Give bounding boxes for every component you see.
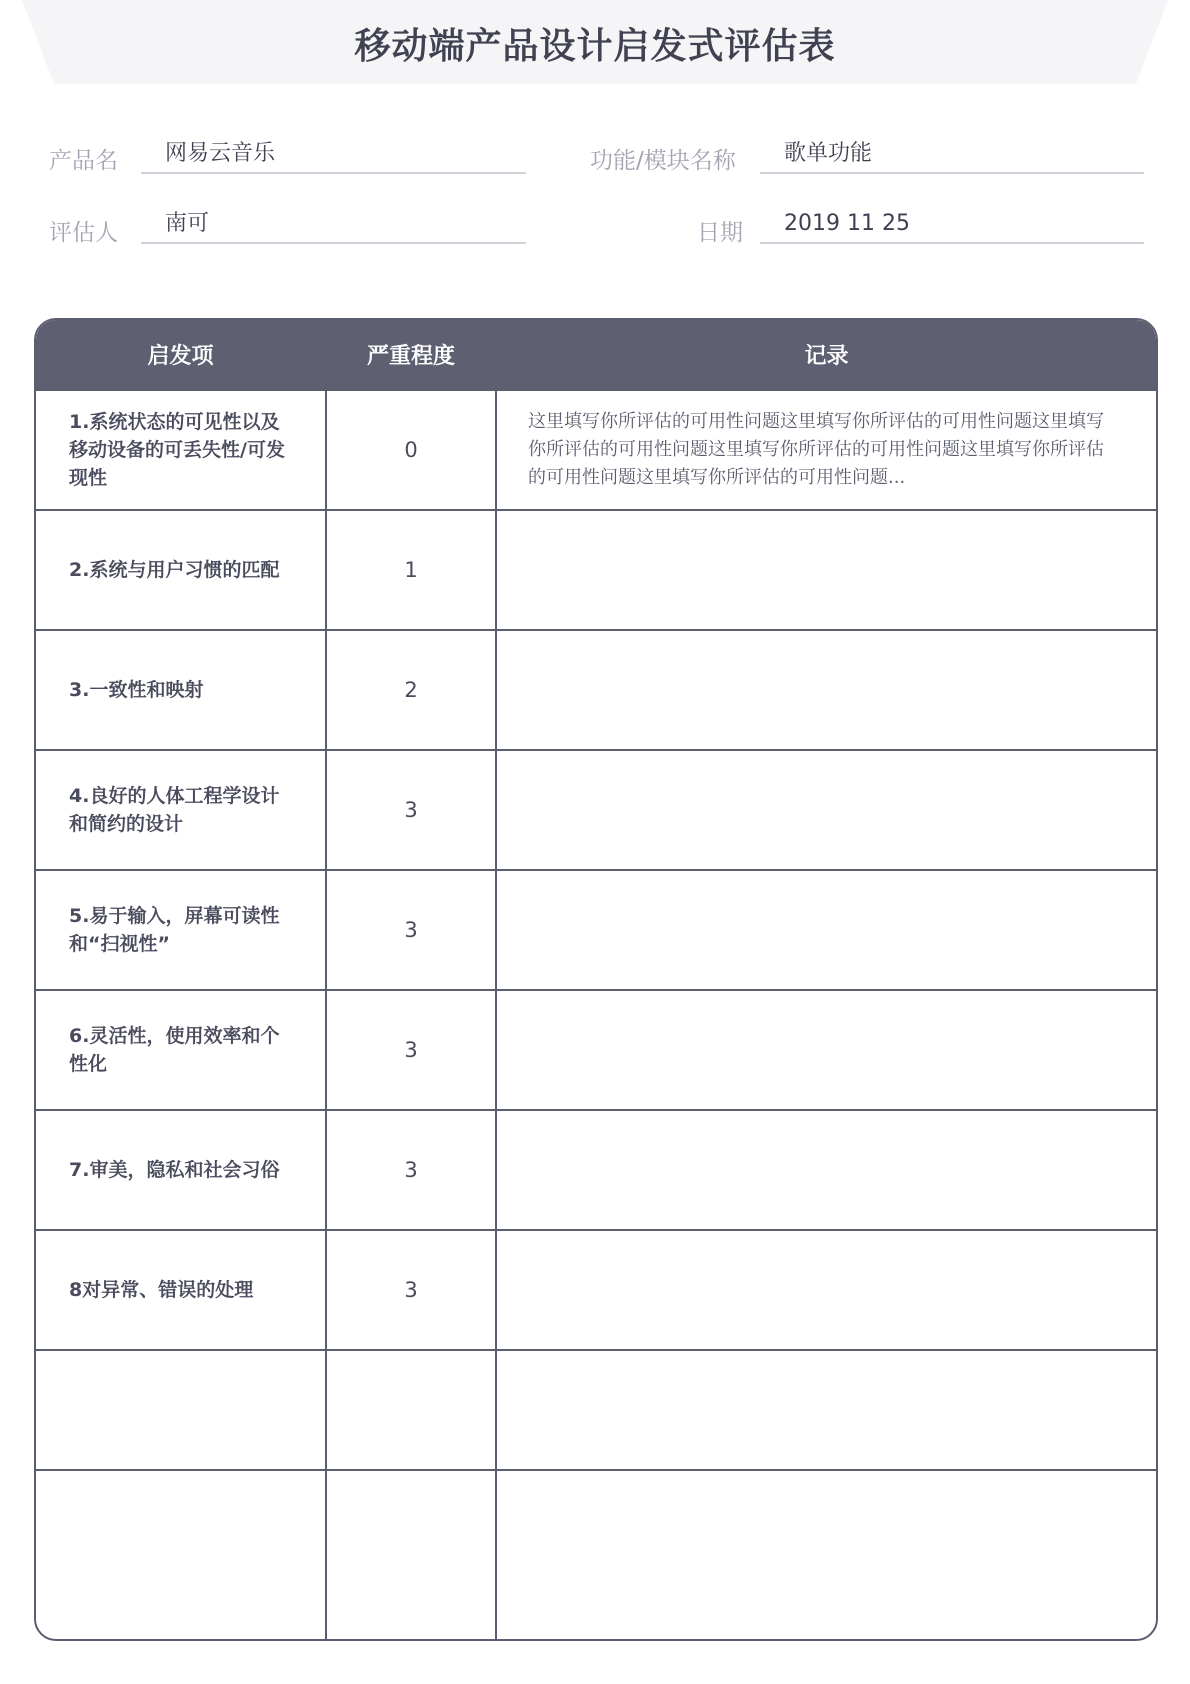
severity-value: 3 bbox=[404, 1038, 418, 1062]
table-row bbox=[36, 1470, 1156, 1640]
heuristic-cell bbox=[36, 390, 326, 510]
severity-value: 3 bbox=[404, 798, 418, 822]
record-cell[interactable] bbox=[496, 750, 1156, 870]
severity-cell[interactable] bbox=[326, 990, 496, 1110]
table-row bbox=[36, 630, 1156, 750]
header-record: 记录 bbox=[496, 320, 1156, 390]
severity-value: 3 bbox=[404, 1278, 418, 1302]
severity-cell[interactable] bbox=[326, 510, 496, 630]
heuristic-text: 8对异常、错误的处理 bbox=[69, 1279, 254, 1301]
severity-cell[interactable] bbox=[326, 1230, 496, 1350]
heuristic-text: 1.系统状态的可见性以及移动设备的可丢失性/可发现性 bbox=[69, 411, 285, 489]
severity-cell[interactable] bbox=[326, 870, 496, 990]
table-row bbox=[36, 1230, 1156, 1350]
severity-cell[interactable] bbox=[326, 390, 496, 510]
severity-cell[interactable] bbox=[326, 750, 496, 870]
heuristic-cell[interactable] bbox=[36, 1470, 326, 1640]
severity-cell[interactable] bbox=[326, 630, 496, 750]
heuristic-cell bbox=[36, 1230, 326, 1350]
record-cell[interactable] bbox=[496, 1470, 1156, 1640]
product-name-label: 产品名 bbox=[49, 148, 118, 174]
heuristic-text: 7.审美，隐私和社会习俗 bbox=[69, 1159, 280, 1181]
table-header-row bbox=[36, 320, 1156, 390]
heuristic-cell bbox=[36, 1110, 326, 1230]
heuristic-cell bbox=[36, 630, 326, 750]
heuristic-text: 6.灵活性，使用效率和个性化 bbox=[69, 1025, 280, 1075]
severity-value: 3 bbox=[404, 918, 418, 942]
severity-value: 1 bbox=[404, 558, 418, 582]
record-cell[interactable] bbox=[496, 630, 1156, 750]
header-heuristic: 启发项 bbox=[147, 344, 214, 369]
table-row bbox=[36, 1350, 1156, 1470]
heuristic-text: 4.良好的人体工程学设计和简约的设计 bbox=[69, 785, 280, 835]
heuristic-cell[interactable] bbox=[36, 1350, 326, 1470]
severity-cell[interactable] bbox=[326, 1470, 496, 1640]
page-title: 移动端产品设计启发式评估表 bbox=[354, 26, 836, 67]
evaluator-label: 评估人 bbox=[49, 220, 118, 246]
table-row bbox=[36, 390, 1156, 510]
record-cell[interactable] bbox=[496, 1230, 1156, 1350]
record-cell[interactable] bbox=[496, 1350, 1156, 1470]
product-name-field[interactable]: 网易云音乐 bbox=[141, 138, 526, 174]
table-row bbox=[36, 1110, 1156, 1230]
module-name-field[interactable]: 歌单功能 bbox=[760, 138, 1144, 174]
severity-value: 0 bbox=[404, 438, 418, 462]
heuristic-cell bbox=[36, 870, 326, 990]
heuristic-text: 2.系统与用户习惯的匹配 bbox=[69, 559, 280, 581]
evaluation-table bbox=[34, 318, 1158, 1641]
heuristic-cell bbox=[36, 990, 326, 1110]
date-label: 日期 bbox=[697, 220, 743, 246]
record-cell[interactable] bbox=[496, 390, 1156, 510]
table-row bbox=[36, 750, 1156, 870]
heuristic-text: 5.易于输入，屏幕可读性和“扫视性” bbox=[69, 905, 280, 955]
heuristic-cell bbox=[36, 510, 326, 630]
record-cell[interactable] bbox=[496, 1110, 1156, 1230]
severity-cell[interactable] bbox=[326, 1110, 496, 1230]
table-row bbox=[36, 870, 1156, 990]
date-field[interactable]: 2019 11 25 bbox=[760, 208, 1144, 244]
severity-cell[interactable] bbox=[326, 1350, 496, 1470]
header-severity: 严重程度 bbox=[326, 320, 496, 390]
record-cell[interactable] bbox=[496, 510, 1156, 630]
heuristic-text: 3.一致性和映射 bbox=[69, 679, 204, 701]
module-name-label: 功能/模块名称 bbox=[590, 148, 736, 174]
evaluator-field[interactable]: 南可 bbox=[141, 208, 526, 244]
table-row bbox=[36, 990, 1156, 1110]
record-cell[interactable] bbox=[496, 990, 1156, 1110]
heuristic-cell bbox=[36, 750, 326, 870]
record-cell[interactable] bbox=[496, 870, 1156, 990]
severity-value: 3 bbox=[404, 1158, 418, 1182]
severity-value: 2 bbox=[404, 678, 418, 702]
table-row bbox=[36, 510, 1156, 630]
record-text: 这里填写你所评估的可用性问题这里填写你所评估的可用性问题这里填写你所评估的可用性问题这里填写你所评估的可用性问题这里填写你所评估的可用性问题这里填写你所评估的可用性问题... bbox=[528, 411, 1104, 488]
